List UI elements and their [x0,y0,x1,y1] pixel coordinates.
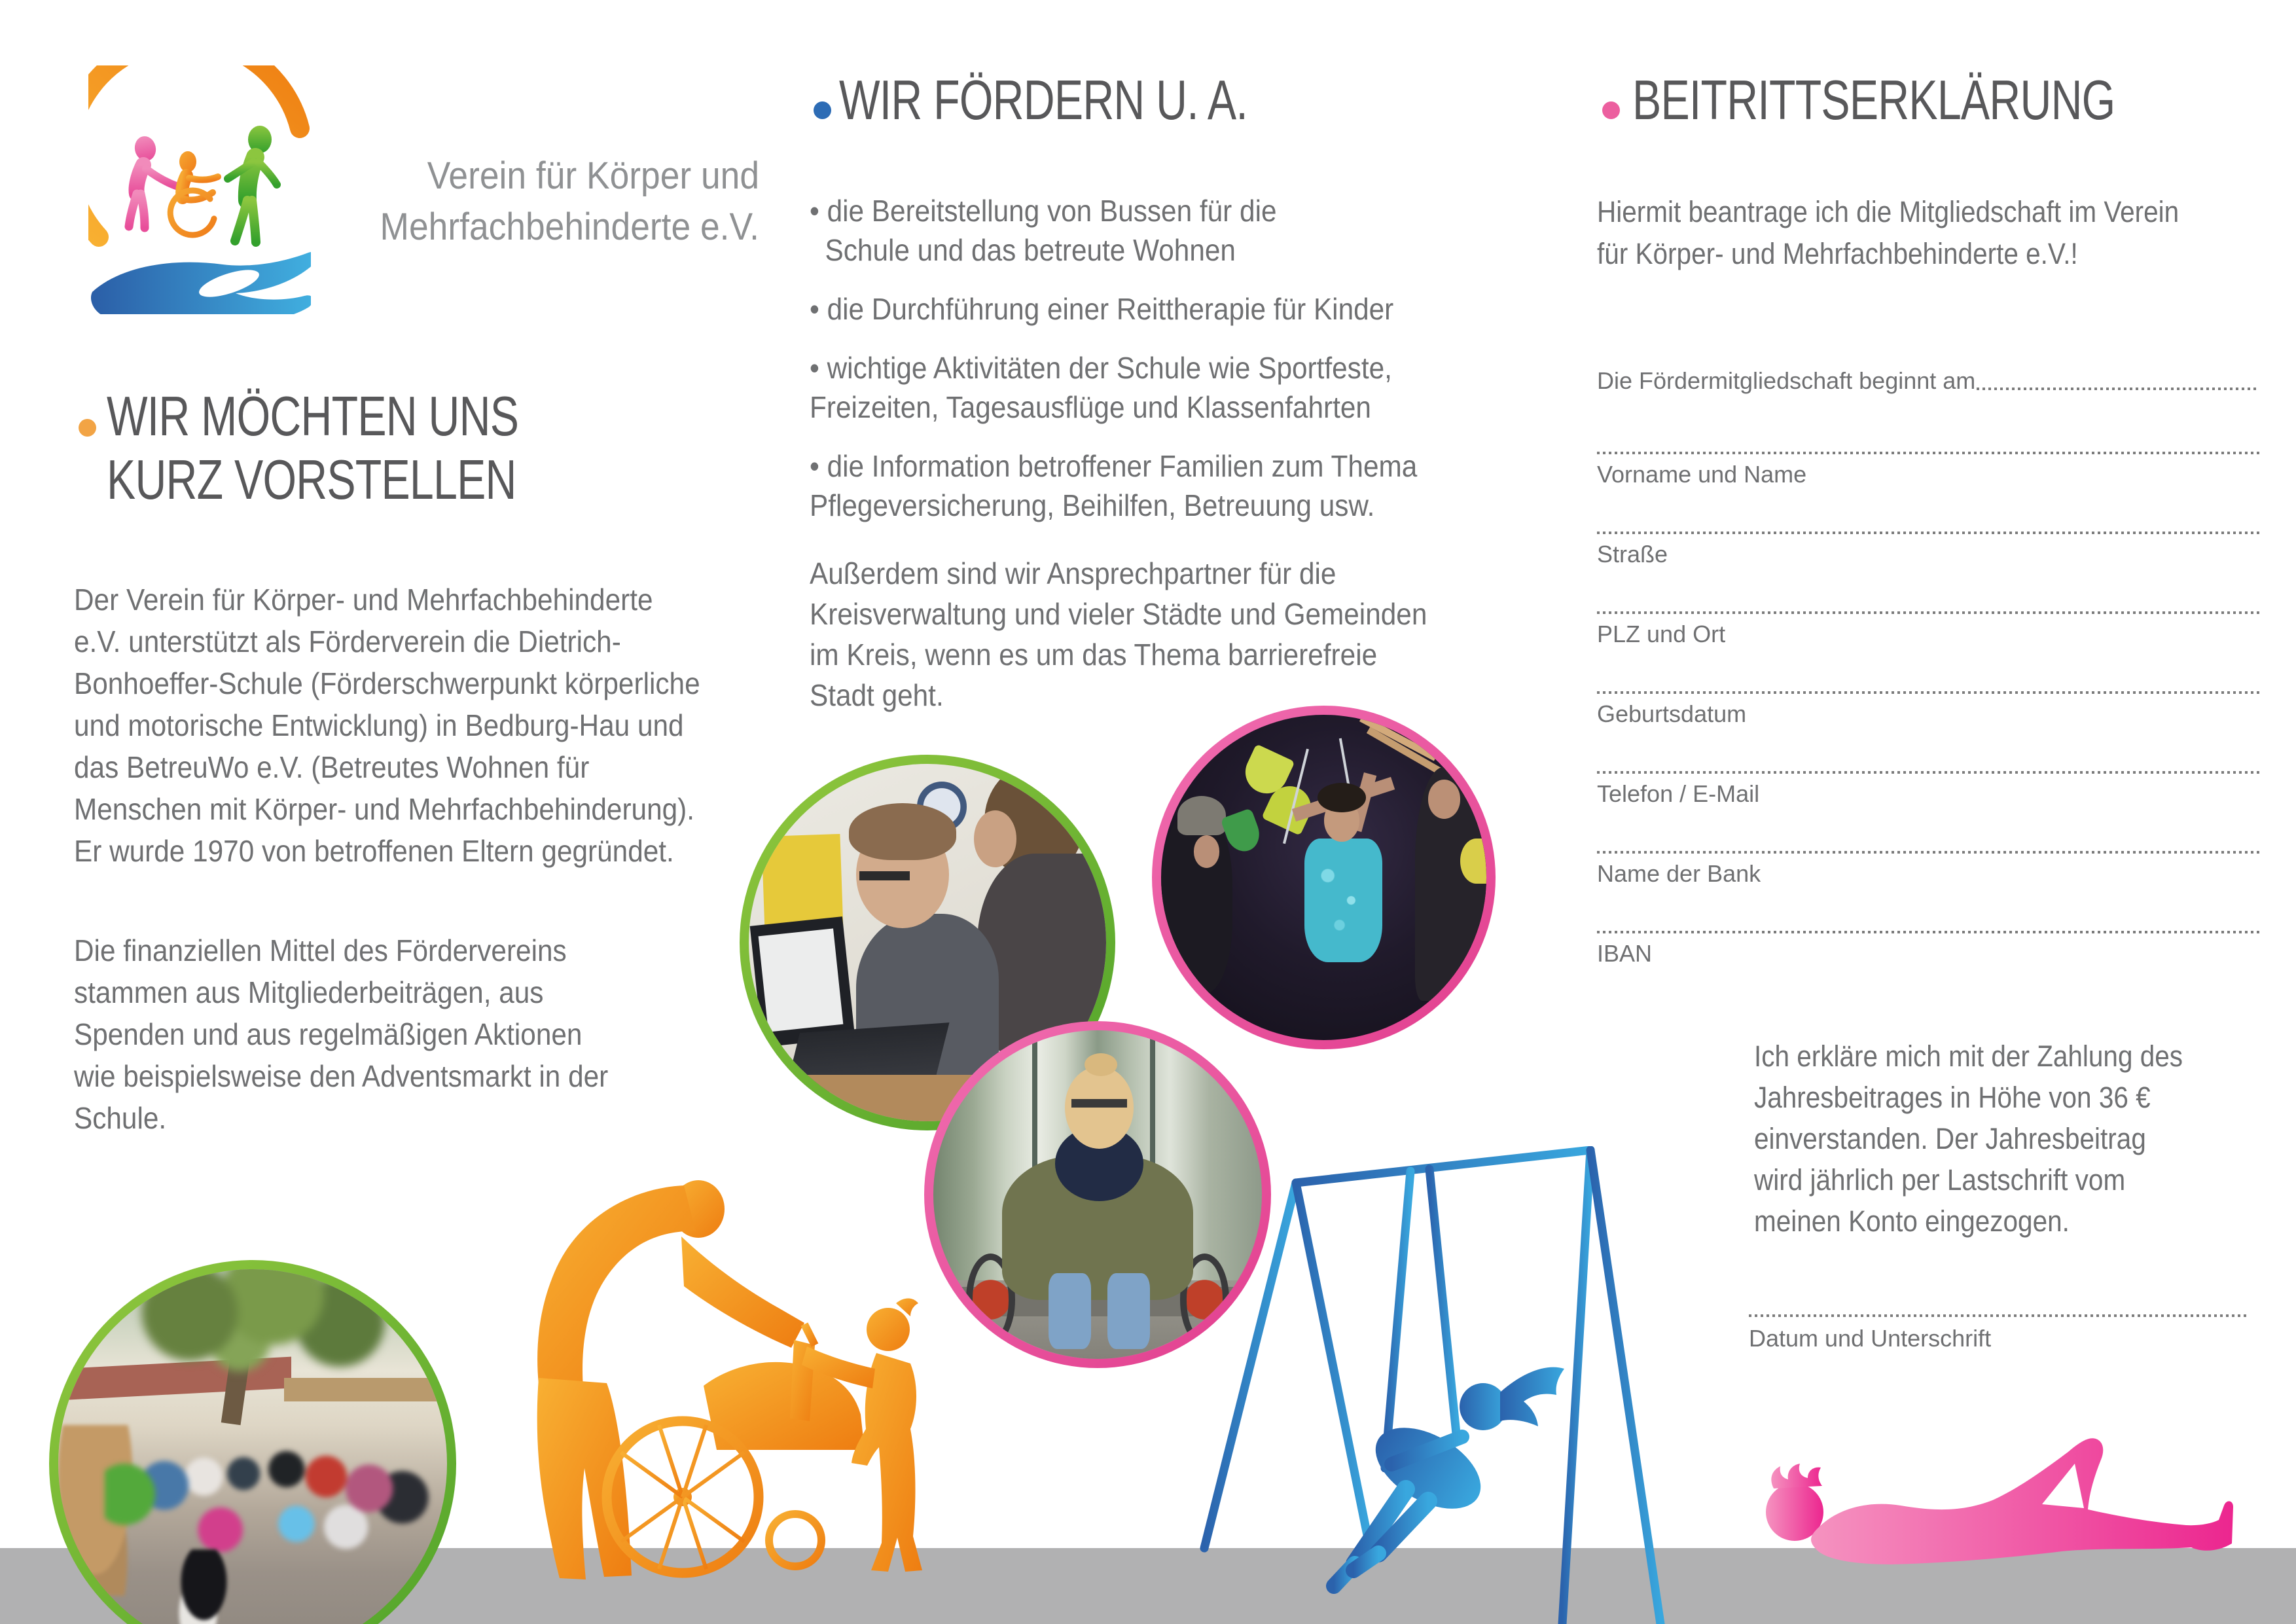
field-dotted-line [1597,452,2259,454]
photo-art-shape [175,1549,233,1624]
field-dotted-line [1597,771,2259,774]
text-line: das BetreuWo e.V. (Betreutes Wohnen für [74,750,590,784]
photo-art-shape [90,1269,424,1425]
photo-art-shape [859,871,909,880]
photo-art-shape [105,1432,435,1580]
field-label: Geburtsdatum [1597,700,1747,727]
text-line: Der Verein für Körper- und Mehrfachbehinderte [74,583,653,617]
funding-item [810,446,1417,525]
funding-item-line: • wichtige Aktivitäten der Schule wie Sportfeste, [810,351,1392,385]
text-line: e.V. unterstützt als Förderverein die Dietrich- [74,624,621,659]
logo-wheelchair-figure [170,151,218,235]
form-field-row [1597,611,2259,691]
text-line: Bonhoeffer-Schule (Förderschwerpunkt körperliche [74,666,700,700]
field-label: Straße [1597,541,1668,568]
field-label: Telefon / E-Mail [1597,780,1760,807]
consent-paragraph [1754,1036,2183,1242]
funding-heading-text: WIR FÖRDERN U. A. [839,69,1247,132]
funding-item-line: Schule und das betreute Wohnen [810,233,1236,267]
text-line: KURZ VORSTELLEN [107,449,516,511]
funding-item-line: • die Information betroffener Familien zum Thema [810,449,1418,483]
photo-group-outing [49,1260,456,1624]
photo-art-shape [1194,835,1220,868]
text-line: Stadt geht. [810,678,944,712]
field-label: Name der Bank [1597,860,1761,887]
form-field-row [1597,691,2259,771]
signature-label: Datum und Unterschrift [1749,1325,1992,1352]
text-line: und motorische Entwicklung) in Bedburg-Hau und [74,708,684,742]
photo-art-shape [1318,783,1367,812]
funding-item-line: Pflegeversicherung, Beihilfen, Betreuung usw. [810,488,1375,522]
field-dotted-line [1597,532,2259,534]
text-line: WIR MÖCHTEN UNS [107,386,519,448]
text-line: Die finanziellen Mittel des Fördervereins [74,933,567,967]
intro-section-heading [107,385,518,512]
field-dotted-line [1597,611,2259,614]
photo-diabolo-performance [1152,706,1496,1049]
bullet-icon-pink [1602,101,1620,119]
photo-girl-wheelchair [924,1021,1271,1368]
text-line: Schule. [74,1101,167,1135]
field-membership-start [1597,367,2258,395]
photo-art-shape [758,928,842,1032]
text-line: Er wurde 1970 von betroffenen Eltern gegründet. [74,834,674,868]
form-field-row [1597,931,2259,1011]
field-dotted-line [1597,931,2259,933]
bullet-icon-orange [79,419,96,437]
field-membership-start-label: Die Fördermitgliedschaft beginnt am [1597,367,1976,394]
org-name-line2: Mehrfachbehinderte e.V. [380,206,759,248]
field-label: PLZ und Ort [1597,621,1726,647]
photo-abstract-art [1161,715,1486,1040]
membership-intro [1597,191,2179,275]
field-membership-start-line [1977,388,2258,390]
funding-item-line: • die Bereitstellung von Bussen für die [810,194,1277,228]
text-line: Ich erkläre mich mit der Zahlung des [1754,1039,2183,1073]
photo-art-shape [1304,839,1382,962]
field-label: Vorname und Name [1597,461,1807,488]
text-line: wird jährlich per Lastschrift vom [1754,1163,2126,1197]
funding-item-line: • die Durchführung einer Reittherapie für Kinder [810,292,1394,326]
text-line: Kreisverwaltung und vieler Städte und Gemeinden [810,597,1427,631]
text-line: Menschen mit Körper- und Mehrfachbehinderung). [74,792,695,826]
resting-silhouette-graphic [1734,1432,2245,1573]
funding-item [810,348,1417,427]
field-dotted-line [1597,851,2259,854]
org-name-line1: Verein für Körper und [427,154,759,197]
photo-art-shape [1107,1273,1150,1348]
funding-item [810,191,1417,270]
text-line: im Kreis, wenn es um das Thema barrierefreie [810,638,1378,672]
funding-section-heading [839,69,1247,132]
membership-form [1597,452,2259,1011]
logo-green-figure [228,126,277,242]
org-logo-icon [88,65,311,314]
funding-paragraph [810,553,1427,715]
signature-block [1749,1314,2246,1352]
photo-art-shape [1428,780,1461,819]
membership-heading-text: BEITRITTSERKLÄRUNG [1632,69,2115,132]
text-line: stammen aus Mitgliederbeiträgen, aus [74,975,544,1009]
bullet-icon-blue [814,101,831,119]
form-field-row [1597,532,2259,611]
intro-paragraph-2 [74,929,608,1139]
photo-art-shape [1049,1273,1091,1348]
wheelchair-helper-silhouette-graphic [488,1168,959,1600]
signature-line [1749,1314,2246,1317]
funding-item-line: Freizeiten, Tagesausflüge und Klassenfahrten [810,390,1371,424]
text-line: für Körper- und Mehrfachbehinderte e.V.! [1597,237,2078,270]
text-line: Spenden und aus regelmäßigen Aktionen [74,1017,583,1051]
intro-paragraph-1 [74,579,700,872]
field-dotted-line [1597,691,2259,694]
photo-art-shape [1071,1099,1127,1108]
text-line: Jahresbeitrages in Höhe von 36 € [1754,1081,2151,1114]
photo-art-shape [849,803,956,860]
funding-list [810,191,1417,545]
membership-section-heading [1632,69,2115,132]
form-field-row [1597,771,2259,851]
text-line: einverstanden. Der Jahresbeitrag [1754,1122,2146,1155]
photo-abstract-art [933,1030,1262,1359]
text-line: Hiermit beantrage ich die Mitgliedschaft im Verein [1597,195,2179,228]
text-line: wie beispielsweise den Adventsmarkt in der [74,1059,609,1093]
text-line: meinen Konto eingezogen. [1754,1204,2070,1238]
photo-abstract-art [58,1269,447,1624]
field-label: IBAN [1597,940,1653,967]
org-name [302,151,759,253]
form-field-row [1597,452,2259,532]
logo-hand-shape [91,252,311,314]
funding-item [810,289,1417,329]
photo-art-shape [1177,796,1227,835]
text-line: Außerdem sind wir Ansprechpartner für die [810,556,1336,590]
form-field-row [1597,851,2259,931]
